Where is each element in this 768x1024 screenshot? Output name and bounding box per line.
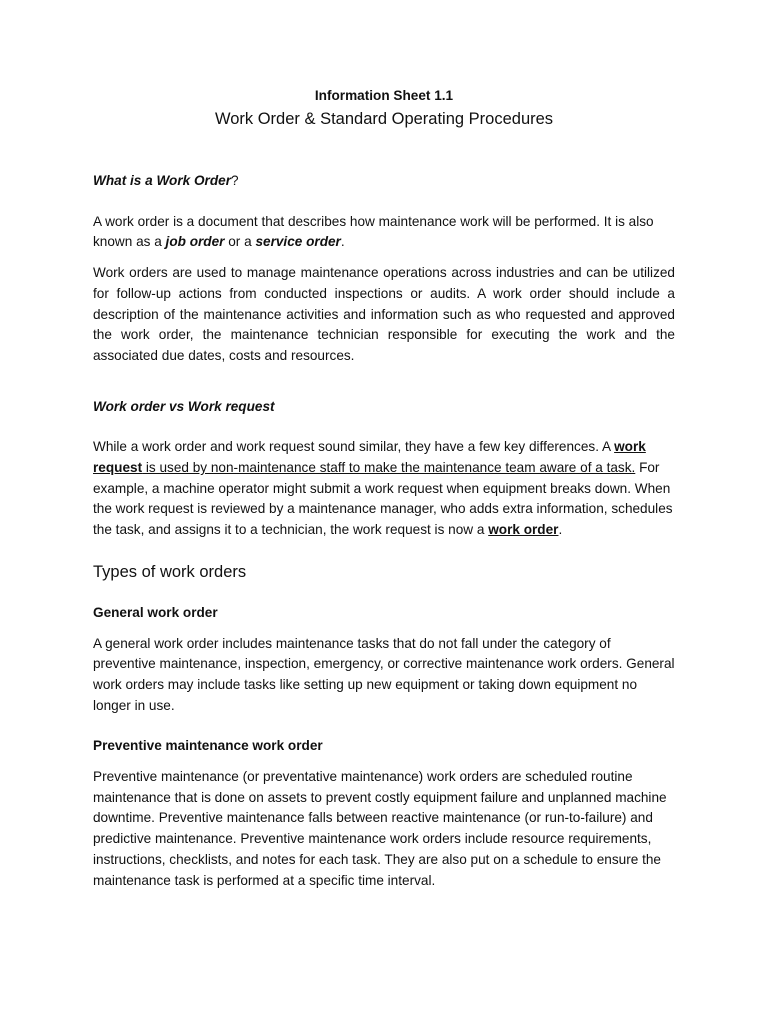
preventive-work-order-heading: Preventive maintenance work order <box>93 738 323 754</box>
vs-text-a: While a work order and work request sound similar, they have a few key differences. A <box>93 439 615 455</box>
document-page <box>93 86 675 891</box>
vs-text-c: . <box>558 522 563 538</box>
general-work-order-text: A general work order includes maintenance tasks that do not fall under the category of preventive maintenance, inspection, emergency, or corrective maintenance work orders. General work orders may include tasks like setting up new equipment or taking down equipment no longer in use. <box>93 635 675 713</box>
definition-text-a: A work order is a document that describes how maintenance work will be performed. It is also known as a <box>93 213 654 250</box>
sheet-label: Information Sheet 1.1 <box>314 88 454 103</box>
vs-text-b: For example, a machine operator might submit a work request when equipment breaks down. When the work request is reviewed by a maintenance manager, who adds extra information, schedules the task, and assigns it to a technician, the work request is now a <box>93 460 673 538</box>
work-request-term: work request <box>93 439 646 476</box>
job-order-term: job order <box>165 234 225 250</box>
what-is-heading <box>93 171 675 192</box>
document-title: Work Order & Standard Operating Procedures <box>214 110 554 128</box>
definition-text-c: . <box>340 234 345 250</box>
general-work-order-heading: General work order <box>93 604 218 620</box>
what-is-heading-mark: ? <box>230 173 239 188</box>
preventive-work-order-text: Preventive maintenance (or preventative maintenance) work orders are scheduled routine maintenance that is done on assets to prevent costly equipment failure and unplanned machine downtime. Preventive maintenance falls between reactive maintenance (or run-to-failure) and predictive maintenance. Preventive maintenance work orders include resource requirements, instructions, checklists, and notes for each task. They are also put on a schedule to ensure the maintenance task is performed at a specific time interval. <box>93 769 667 888</box>
types-heading: Types of work orders <box>93 562 247 581</box>
service-order-term: service order <box>255 234 341 250</box>
work-request-definition: is used by non-maintenance staff to make the maintenance team aware of a task. <box>142 460 636 476</box>
work-order-definition <box>93 212 675 253</box>
work-order-usage-paragraph: Work orders are used to manage maintenance operations across industries and can be utilized for follow-up actions from conducted inspections or audits. A work order should include a description of the maintenance activities and information such as who requested and approved the work order, the maintenance technician responsible for executing the work and the associated due dates, costs and resources. <box>93 265 675 363</box>
vs-paragraph <box>93 437 675 541</box>
vs-heading: Work order vs Work request <box>93 398 275 414</box>
work-order-term: work order <box>488 522 559 538</box>
definition-text-b: or a <box>224 234 256 250</box>
what-is-heading-text: What is a Work Order <box>93 173 231 188</box>
